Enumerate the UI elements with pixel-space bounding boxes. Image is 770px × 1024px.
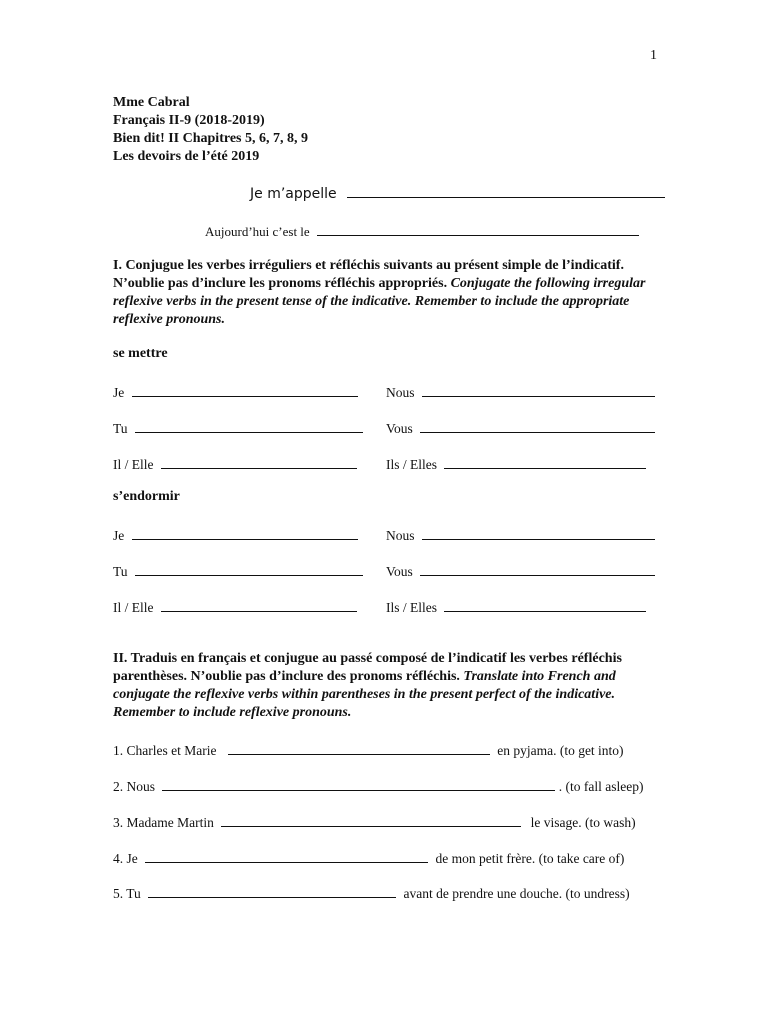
date-blank[interactable] — [317, 222, 639, 236]
item-hint: de mon petit frère. (to take care of) — [435, 851, 625, 866]
answer-blank[interactable] — [132, 526, 358, 540]
answer-blank[interactable] — [422, 526, 655, 540]
conjugation-row — [113, 383, 358, 401]
teacher-name: Mme Cabral — [113, 95, 190, 110]
item-hint: avant de prendre une douche. (to undress) — [403, 886, 630, 901]
pronoun-label: Je — [113, 385, 125, 400]
conjugation-row — [386, 562, 655, 580]
date-label: Aujourd’hui c’est le — [205, 224, 310, 239]
pronoun-label: Tu — [113, 564, 128, 579]
textbook-chapters: Bien dit! II Chapitres 5, 6, 7, 8, 9 — [113, 131, 308, 146]
conjugation-row — [386, 526, 655, 544]
name-label: Je m’appelle — [250, 186, 337, 202]
pronoun-label: Tu — [113, 421, 128, 436]
section-1-instructions — [113, 257, 658, 329]
answer-blank[interactable] — [145, 849, 428, 863]
item-prompt: 5. Tu — [113, 886, 141, 901]
item-prompt: 1. Charles et Marie — [113, 743, 217, 758]
page-number: 1 — [650, 48, 657, 63]
answer-blank[interactable] — [162, 777, 555, 791]
verb-heading: se mettre — [113, 346, 168, 361]
answer-blank[interactable] — [444, 455, 646, 469]
translation-item — [113, 813, 636, 831]
name-row — [250, 184, 665, 202]
translation-item — [113, 884, 630, 902]
answer-blank[interactable] — [148, 884, 396, 898]
conjugation-row — [113, 419, 363, 437]
answer-blank[interactable] — [161, 455, 357, 469]
pronoun-label: Ils / Elles — [386, 600, 437, 615]
assignment-title: Les devoirs de l’été 2019 — [113, 149, 260, 164]
translation-item — [113, 849, 624, 867]
item-hint: . (to fall asleep) — [558, 779, 644, 794]
item-hint: le visage. (to wash) — [530, 815, 636, 830]
item-hint: en pyjama. (to get into) — [497, 743, 624, 758]
course-name: Français II-9 (2018-2019) — [113, 113, 265, 128]
pronoun-label: Je — [113, 528, 125, 543]
answer-blank[interactable] — [420, 419, 655, 433]
answer-blank[interactable] — [135, 419, 363, 433]
translation-item — [113, 741, 624, 759]
conjugation-row — [386, 383, 655, 401]
conjugation-row — [386, 598, 646, 616]
item-prompt: 4. Je — [113, 851, 138, 866]
section-1-title-fr: I. Conjugue les verbes irréguliers et réfléchis suivants au présent simple de l’indicatif. N’oublie pas d’inclure les pronoms réfléchis appropriés. — [113, 258, 624, 291]
item-prompt: 3. Madame Martin — [113, 815, 214, 830]
document-header — [113, 94, 308, 166]
answer-blank[interactable] — [420, 562, 655, 576]
conjugation-row — [113, 562, 363, 580]
section-2-title-en: Translate into French and conjugate the reflexive verbs within parentheses in the present perfect of the indicative. Remember to include reflexive pronouns. — [113, 669, 616, 720]
conjugation-row — [113, 598, 357, 616]
answer-blank[interactable] — [221, 813, 521, 827]
pronoun-label: Il / Elle — [113, 457, 154, 472]
name-blank[interactable] — [347, 184, 665, 198]
item-prompt: 2. Nous — [113, 779, 156, 794]
verb-heading: s’endormir — [113, 489, 180, 504]
section-1-title-en: Conjugate the following irregular reflexive verbs in the present tense of the indicative. Remember to include the appropriate reflexive pronouns. — [113, 276, 646, 327]
translation-item — [113, 777, 643, 795]
conjugation-row — [113, 455, 357, 473]
answer-blank[interactable] — [161, 598, 357, 612]
date-row — [205, 222, 639, 240]
answer-blank[interactable] — [422, 383, 655, 397]
conjugation-row — [113, 526, 358, 544]
conjugation-row — [386, 419, 655, 437]
pronoun-label: Nous — [386, 385, 415, 400]
pronoun-label: Ils / Elles — [386, 457, 437, 472]
answer-blank[interactable] — [135, 562, 363, 576]
section-2-title-fr: II. Traduis en français et conjugue au passé composé de l’indicatif les verbes réfléchis parenthèses. N’oublie pas d’inclure des pronoms réfléchis. — [113, 651, 622, 684]
answer-blank[interactable] — [228, 741, 490, 755]
conjugation-row — [386, 455, 646, 473]
answer-blank[interactable] — [132, 383, 358, 397]
pronoun-label: Il / Elle — [113, 600, 154, 615]
section-2-instructions — [113, 650, 658, 722]
pronoun-label: Vous — [386, 564, 413, 579]
pronoun-label: Nous — [386, 528, 415, 543]
pronoun-label: Vous — [386, 421, 413, 436]
answer-blank[interactable] — [444, 598, 646, 612]
